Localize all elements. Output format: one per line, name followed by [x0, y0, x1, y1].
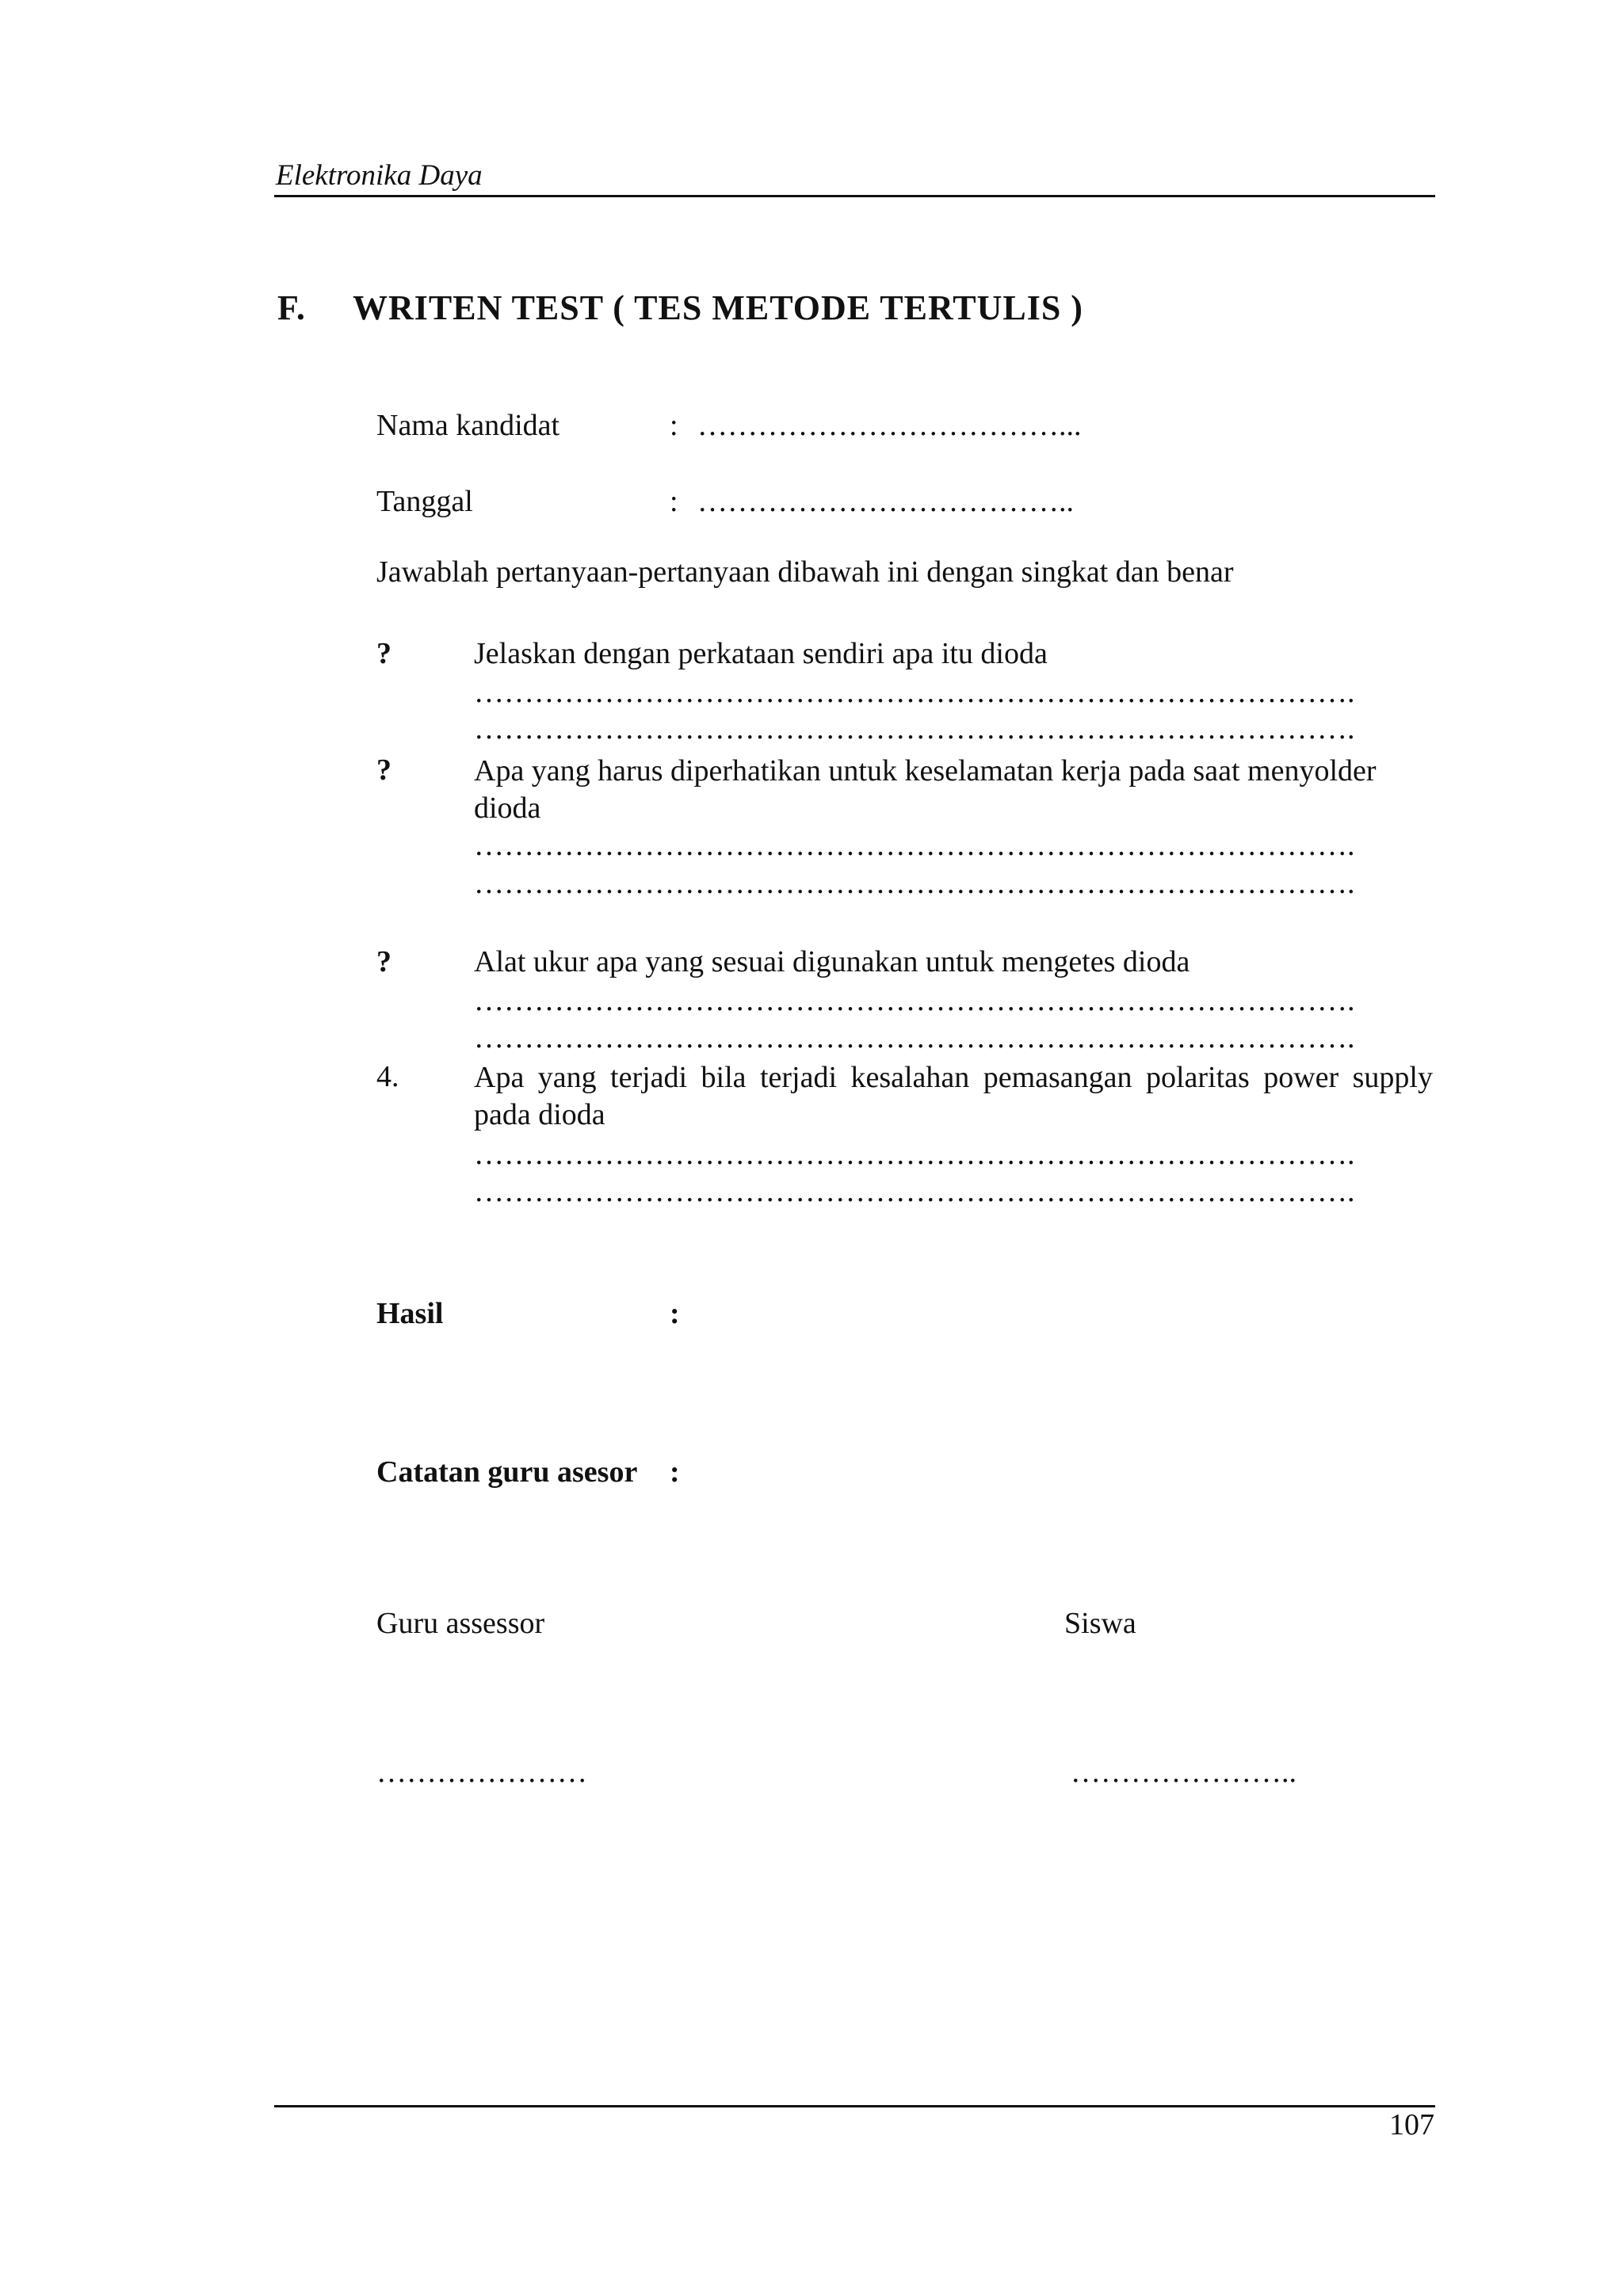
- assessor-signature-label: Guru assessor: [376, 1607, 545, 1640]
- question-2-marker: ?: [376, 753, 391, 787]
- section-title: WRITEN TEST ( TES METODE TERTULIS ): [353, 288, 1083, 327]
- section-heading: [277, 288, 1083, 328]
- section-letter: F.: [277, 288, 306, 327]
- question-4-answer-line-2[interactable]: …………………………………………………………………………….: [474, 1175, 1355, 1208]
- student-signature-label: Siswa: [1064, 1607, 1136, 1640]
- question-2-text: Apa yang harus diperhatikan untuk keselamatan kerja pada saat menyolder dioda: [474, 754, 1377, 825]
- page-number: 107: [1389, 2108, 1434, 2142]
- header-divider: [274, 195, 1435, 197]
- question-1-answer-line-2[interactable]: …………………………………………………………………………….: [474, 712, 1355, 746]
- student-signature-line[interactable]: …………………..: [1071, 1756, 1296, 1789]
- date-label: Tanggal: [376, 485, 473, 518]
- result-label: Hasil: [376, 1297, 444, 1330]
- result-colon: :: [670, 1297, 680, 1330]
- question-1-answer-line-1[interactable]: …………………………………………………………………………….: [474, 676, 1355, 709]
- question-1-marker: ?: [376, 637, 391, 670]
- assessor-notes-label: Catatan guru asesor: [376, 1455, 638, 1489]
- running-header-title: Elektronika Daya: [276, 159, 483, 192]
- question-4-text: Apa yang terjadi bila terjadi kesalahan pemasangan polaritas power supply pada dioda: [474, 1061, 1433, 1131]
- question-1-text: Jelaskan dengan perkataan sendiri apa itu dioda: [474, 637, 1048, 670]
- question-2-answer-line-1[interactable]: …………………………………………………………………………….: [474, 829, 1355, 862]
- question-2-answer-line-2[interactable]: …………………………………………………………………………….: [474, 867, 1355, 900]
- candidate-name-colon: :: [670, 409, 678, 442]
- footer-divider: [274, 2105, 1435, 2107]
- candidate-name-label: Nama kandidat: [376, 409, 560, 442]
- question-4-marker: 4.: [376, 1060, 399, 1093]
- question-3-answer-line-2[interactable]: …………………………………………………………………………….: [474, 1021, 1355, 1055]
- question-3-answer-line-1[interactable]: …………………………………………………………………………….: [474, 984, 1355, 1017]
- assessor-notes-colon: :: [670, 1455, 680, 1489]
- question-3-marker: ?: [376, 945, 391, 978]
- instructions-text: Jawablah pertanyaan-pertanyaan dibawah ini dengan singkat dan benar: [376, 555, 1234, 589]
- assessor-signature-line[interactable]: …………………: [376, 1756, 587, 1789]
- question-4-answer-line-1[interactable]: …………………………………………………………………………….: [474, 1138, 1355, 1171]
- candidate-name-field[interactable]: ………………………………...: [697, 409, 1082, 442]
- date-field[interactable]: ………………………………..: [697, 485, 1074, 518]
- question-3-text: Alat ukur apa yang sesuai digunakan untuk mengetes dioda: [474, 945, 1190, 978]
- date-colon: :: [670, 485, 678, 518]
